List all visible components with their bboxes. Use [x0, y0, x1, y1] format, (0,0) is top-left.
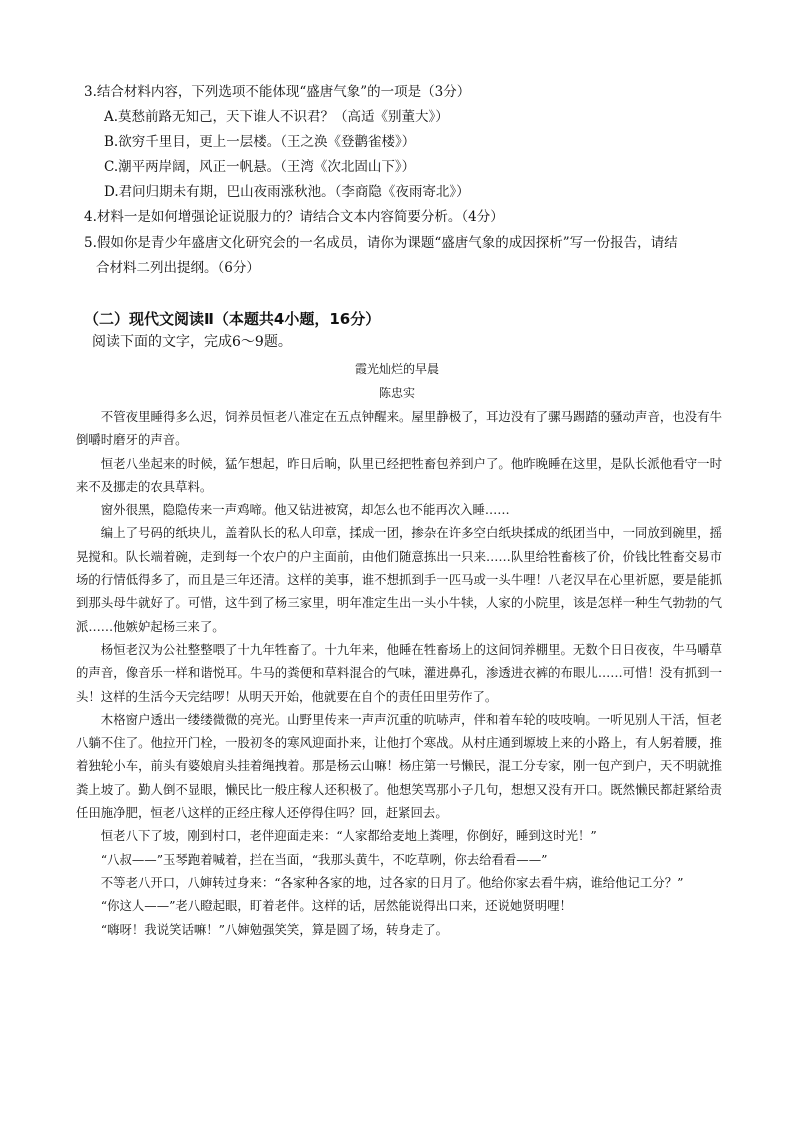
- story-paragraph: 编上了号码的纸块儿，盖着队长的私人印章，揉成一团，掺杂在许多空白纸块揉成的纸团当中，一同放到碗里，摇晃搅和。队长端着碗，走到每一个农户的户主面前，由他们随意拣出一只来……队里给牲畜核了价，价钱比牲畜交易市场的行情低得多了，而且是三年还清。这样的美事，谁不想抓到手一匹马或一头牛哩！八老汉早在心里祈愿，要是能抓到那头母牛就好了。可惜，这牛到了杨三家里，明年准定生出一头小牛犊，人家的小院里，该是怎样一种生气勃勃的气派……他嫉妒起杨三来了。: [76, 525, 722, 634]
- story-paragraph: 恒老八坐起来的时候，猛乍想起，昨日后晌，队里已经把牲畜包养到户了。他昨晚睡在这里，是队长派他看守一时来不及挪走的农具草料。: [76, 455, 722, 494]
- story-body: [76, 405, 722, 941]
- story-paragraph: 不管夜里睡得多么迟，饲养员恒老八准定在五点钟醒来。屋里静极了，耳边没有了骡马踢踏的骚动声音，也没有牛倒嚼时磨牙的声音。: [76, 409, 722, 448]
- question-3-option-c: C.潮平两岸阔，风正一帆悬。（王湾《次北固山下》）: [104, 159, 416, 175]
- story-paragraph: 不等老八开口，八婶转过身来：“各家种各家的地，过各家的日月了。他给你家去看牛病，谁给他记工分？”: [100, 874, 684, 890]
- section-heading: （二）现代文阅读Ⅱ（本题共4小题，16分）: [84, 310, 381, 328]
- story-paragraph: 木格窗户透出一缕缕微微的亮光。山野里传来一声声沉重的吭哧声，伴和着车轮的吱吱响。一听见别人干活，恒老八躺不住了。他拉开门栓，一股初冬的寒风迎面扑来，让他打个寒战。从村庄通到塬坡上来的小路上，有人躬着腰，推着独轮小车，前头有婆娘肩头挂着绳拽着。那是杨云山嘛！杨庄第一号懒民，混工分专家，刚一包产到户，天不明就推粪上坡了。勤人倒不显眼，懒民比一般庄稼人还积极了。他想笑骂那小子几句，想想又没有开口。既然懒民都赶紧给责任田施净肥，恒老八这样的正经庄稼人还停得住吗？回，赶紧回去。: [76, 711, 722, 821]
- story-paragraph: 窗外很黑，隐隐传来一声鸡啼。他又钻进被窝，却怎么也不能再次入睡……: [100, 502, 510, 518]
- story-paragraph: “嗨呀！我说笑话嘛！”八婶勉强笑笑，算是圆了场，转身走了。: [100, 921, 449, 937]
- question-3-option-b: B.欲穷千里目，更上一层楼。（王之涣《登鹳雀楼》）: [104, 134, 416, 150]
- question-3-option-a: A.莫愁前路无知己，天下谁人不识君？（高适《别董大》）: [104, 109, 449, 125]
- story-title: 霞光灿烂的早晨: [354, 362, 439, 376]
- question-4: 4.材料一是如何增强论证说服力的？请结合文本内容简要分析。（4分）: [84, 209, 504, 225]
- story-paragraph: 恒老八下了坡，刚到村口，老伴迎面走来：“人家都给麦地上粪哩，你倒好，睡到这时光！”: [100, 828, 597, 844]
- story-paragraph: 杨恒老汉为公社整整喂了十九年牲畜了。十九年来，他睡在牲畜场上的这间饲养棚里。无数个日日夜夜，牛马嚼草的声音，像音乐一样和谐悦耳。牛马的粪便和草料混合的气味，灌进鼻孔，渗透进衣裤的布眼儿……可惜！没有抓到一头！这样的生活今天完结啰！从明天开始，他就要在自个的责任田里劳作了。: [76, 641, 722, 704]
- story-paragraph: “你这人——”老八瞪起眼，盯着老伴。这样的话，居然能说得出口来，还说她贤明哩！: [100, 898, 572, 914]
- story-author: 陈忠实: [378, 386, 415, 400]
- story-paragraph: “八叔——”玉琴跑着喊着，拦在当面，“我那头黄牛，不吃草咧，你去给看看——”: [100, 851, 548, 867]
- question-5-line-2: 合材料二列出提纲。（6分）: [96, 260, 260, 276]
- question-3-stem: 3.结合材料内容，下列选项不能体现“盛唐气象”的一项是（3分）: [84, 84, 471, 100]
- question-5-line-1: 5.假如你是青少年盛唐文化研究会的一名成员，请你为课题“盛唐气象的成因探析”写一份报告，请结: [84, 235, 678, 251]
- question-3-option-d: D.君问归期未有期，巴山夜雨涨秋池。（李商隐《夜雨寄北》）: [104, 184, 470, 200]
- section-instruction: 阅读下面的文字，完成6～9题。: [92, 334, 292, 350]
